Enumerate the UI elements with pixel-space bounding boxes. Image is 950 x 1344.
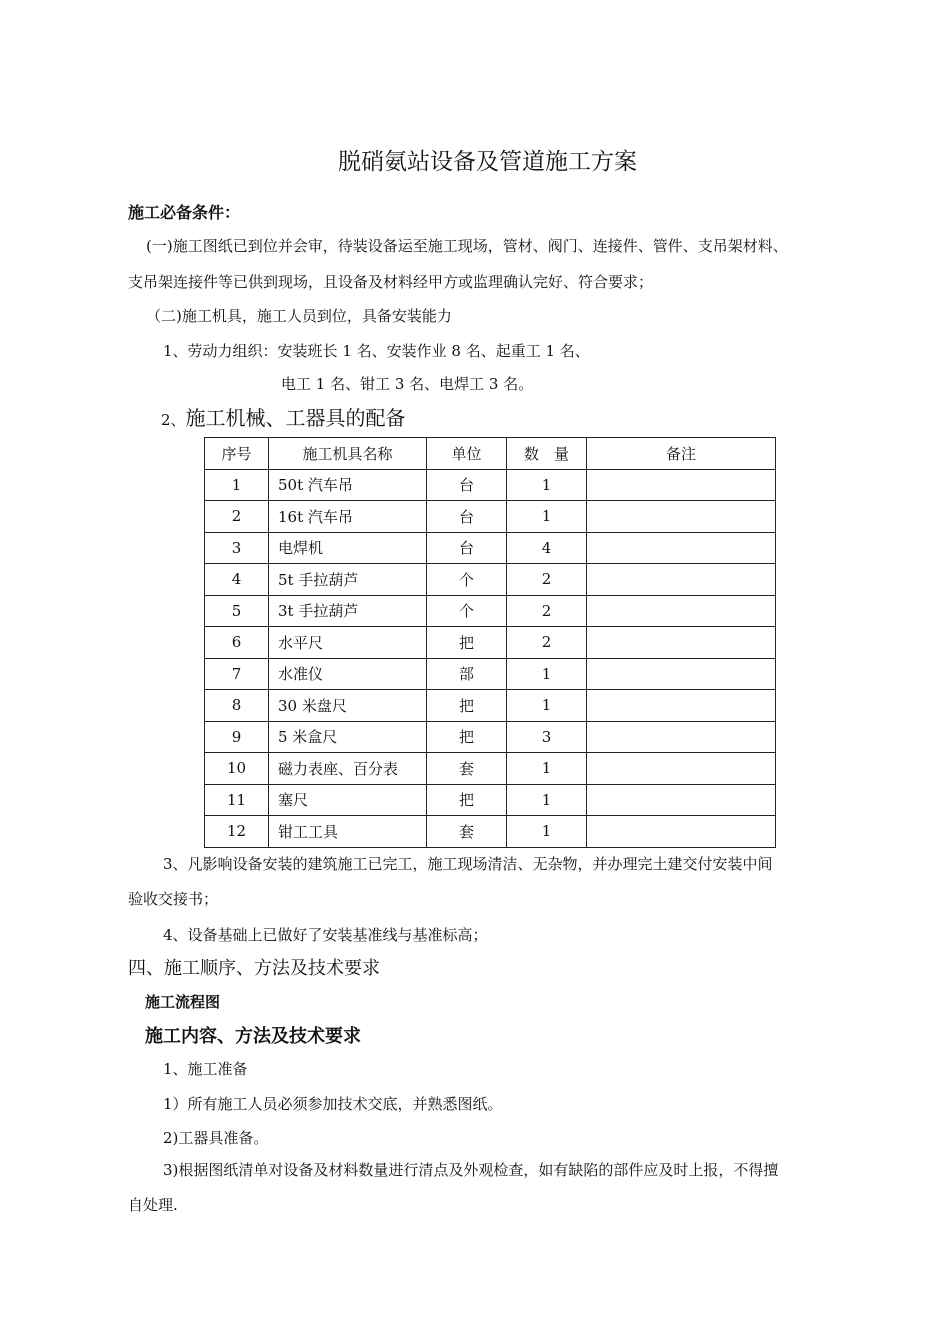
para1-line1: (一)施工图纸已到位并会审，待装设备运至施工现场，管材、阀门、连接件、管件、支吊架材料、 [146, 237, 788, 255]
cell-remark [587, 501, 776, 533]
cell-qty: 1 [507, 469, 587, 501]
item4: 4、设备基础上已做好了安装基准线与基准标高； [163, 926, 488, 944]
cell-unit: 个 [427, 595, 507, 627]
prep-item-3-line1: 3)根据图纸清单对设备及材料数量进行清点及外观检查，如有缺陷的部件应及时上报，不得擅 [163, 1161, 779, 1179]
flowchart-heading: 施工流程图 [145, 993, 221, 1011]
cell-remark [587, 721, 776, 753]
cell-name: 钳工工具 [269, 816, 427, 848]
table-row [205, 816, 776, 848]
item3-line2: 验收交接书； [128, 890, 219, 908]
header-name: 施工机具名称 [269, 438, 427, 470]
cell-seq: 5 [205, 595, 269, 627]
table-row [205, 753, 776, 785]
cell-remark [587, 627, 776, 659]
header-unit: 单位 [427, 438, 507, 470]
labor-line2: 电工 1 名、钳工 3 名、电焊工 3 名。 [281, 375, 534, 393]
cell-remark [587, 658, 776, 690]
para2: （二)施工机具，施工人员到位，具备安装能力 [146, 307, 452, 325]
page-title: 脱硝氨站设备及管道施工方案 [338, 149, 637, 175]
cell-seq: 3 [205, 532, 269, 564]
table-row [205, 784, 776, 816]
cell-name: 16t 汽车吊 [269, 501, 427, 533]
cell-remark [587, 595, 776, 627]
table-header-row [205, 438, 776, 470]
cell-qty: 1 [507, 784, 587, 816]
cell-unit: 把 [427, 690, 507, 722]
cell-seq: 1 [205, 469, 269, 501]
cell-seq: 8 [205, 690, 269, 722]
table-row [205, 690, 776, 722]
table-row [205, 627, 776, 659]
cell-seq: 2 [205, 501, 269, 533]
table-row [205, 564, 776, 596]
cell-qty: 2 [507, 627, 587, 659]
cell-name: 5t 手拉葫芦 [269, 564, 427, 596]
cell-qty: 1 [507, 501, 587, 533]
header-seq: 序号 [205, 438, 269, 470]
cell-name: 30 米盘尺 [269, 690, 427, 722]
cell-name: 塞尺 [269, 784, 427, 816]
header-remark: 备注 [587, 438, 776, 470]
cell-seq: 10 [205, 753, 269, 785]
cell-seq: 12 [205, 816, 269, 848]
machinery-heading [161, 402, 406, 431]
cell-qty: 3 [507, 721, 587, 753]
cell-qty: 1 [507, 658, 587, 690]
table-row [205, 469, 776, 501]
table-row [205, 532, 776, 564]
content-heading: 施工内容、方法及技术要求 [145, 1026, 361, 1047]
cell-unit: 套 [427, 816, 507, 848]
table-row [205, 595, 776, 627]
equipment-table [204, 437, 776, 848]
cell-qty: 1 [507, 690, 587, 722]
cell-name: 电焊机 [269, 532, 427, 564]
cell-remark [587, 469, 776, 501]
prep-heading: 1、施工准备 [163, 1060, 248, 1078]
cell-unit: 台 [427, 532, 507, 564]
cell-unit: 个 [427, 564, 507, 596]
table-row [205, 721, 776, 753]
cell-remark [587, 816, 776, 848]
machinery-heading-text: 施工机械、工器具的配备 [185, 406, 406, 430]
prereq-heading: 施工必备条件： [128, 203, 241, 222]
cell-unit: 台 [427, 501, 507, 533]
cell-remark [587, 532, 776, 564]
cell-name: 磁力表座、百分表 [269, 753, 427, 785]
machinery-heading-number: 2、 [161, 411, 186, 429]
cell-qty: 2 [507, 564, 587, 596]
cell-remark [587, 753, 776, 785]
cell-remark [587, 690, 776, 722]
cell-qty: 1 [507, 753, 587, 785]
cell-remark [587, 564, 776, 596]
cell-seq: 9 [205, 721, 269, 753]
cell-seq: 11 [205, 784, 269, 816]
cell-remark [587, 784, 776, 816]
cell-unit: 把 [427, 721, 507, 753]
section4-heading: 四、施工顺序、方法及技术要求 [128, 958, 380, 979]
cell-seq: 7 [205, 658, 269, 690]
cell-name: 水平尺 [269, 627, 427, 659]
para1-line2: 支吊架连接件等已供到现场，且设备及材料经甲方或监理确认完好、符合要求； [128, 273, 654, 291]
cell-qty: 2 [507, 595, 587, 627]
cell-qty: 4 [507, 532, 587, 564]
table-row [205, 658, 776, 690]
cell-unit: 部 [427, 658, 507, 690]
labor-line1: 1、劳动力组织：安装班长 1 名、安装作业 8 名、起重工 1 名、 [163, 342, 590, 360]
cell-seq: 4 [205, 564, 269, 596]
header-qty: 数 量 [507, 438, 587, 470]
cell-unit: 套 [427, 753, 507, 785]
cell-seq: 6 [205, 627, 269, 659]
cell-unit: 把 [427, 784, 507, 816]
cell-name: 水准仪 [269, 658, 427, 690]
cell-unit: 把 [427, 627, 507, 659]
prep-item-1: 1）所有施工人员必须参加技术交底，并熟悉图纸。 [163, 1095, 503, 1113]
cell-name: 5 米盒尺 [269, 721, 427, 753]
cell-qty: 1 [507, 816, 587, 848]
prep-item-3-line2: 自处理. [128, 1196, 178, 1214]
table-row [205, 501, 776, 533]
cell-unit: 台 [427, 469, 507, 501]
cell-name: 3t 手拉葫芦 [269, 595, 427, 627]
item3-line1: 3、凡影响设备安装的建筑施工已完工，施工现场清洁、无杂物，并办理完土建交付安装中间 [163, 855, 773, 873]
cell-name: 50t 汽车吊 [269, 469, 427, 501]
prep-item-2: 2)工器具准备。 [163, 1129, 269, 1147]
